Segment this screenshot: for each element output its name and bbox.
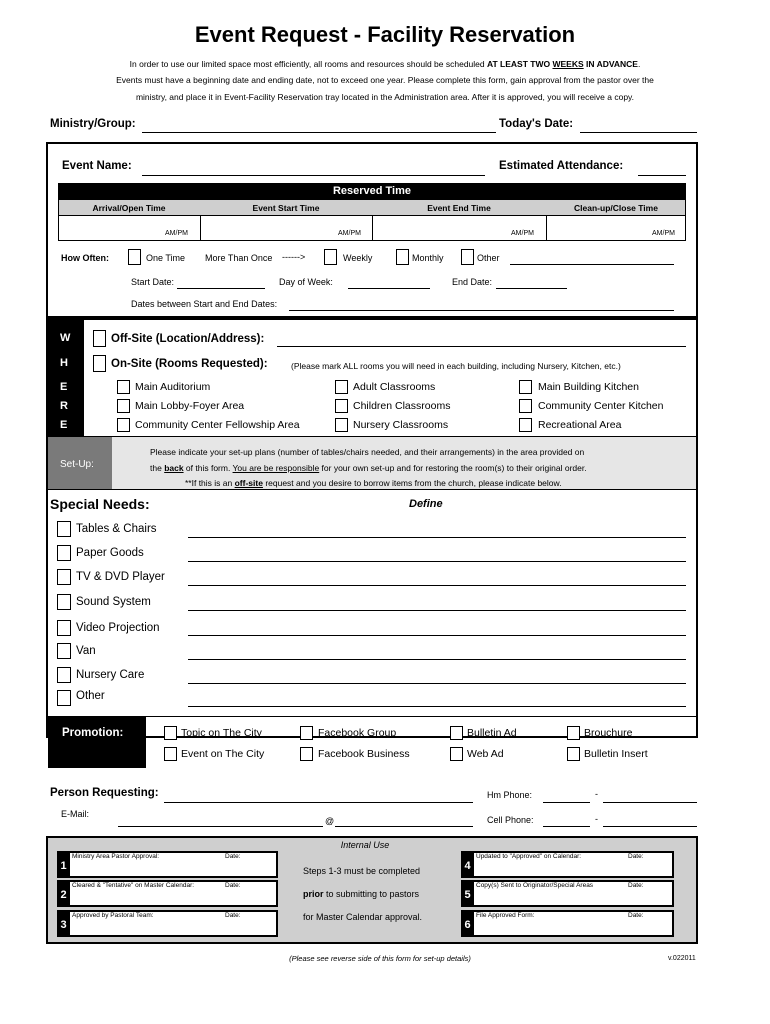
special-label: Tables & Chairs xyxy=(76,523,157,535)
define-header: Define xyxy=(409,498,443,510)
cell-phone-label: Cell Phone: xyxy=(487,815,534,825)
monthly-label: Monthly xyxy=(412,253,444,263)
promo-checkbox-topic-city[interactable] xyxy=(164,726,177,740)
end-time-field[interactable] xyxy=(372,215,547,241)
special-define-field[interactable] xyxy=(188,610,686,611)
cell-phone-area-field[interactable] xyxy=(543,826,590,827)
step-date: Date: xyxy=(628,882,644,889)
special-label: Sound System xyxy=(76,596,151,608)
special-checkbox-video[interactable] xyxy=(57,620,71,636)
step-number: 3 xyxy=(57,910,70,937)
start-time-field[interactable] xyxy=(200,215,373,241)
col-cleanup: Clean-up/Close Time xyxy=(574,203,658,213)
promo-checkbox-event-city[interactable] xyxy=(164,747,177,761)
one-time-label: One Time xyxy=(146,253,186,263)
step-number: 4 xyxy=(461,851,474,878)
special-checkbox-tables[interactable] xyxy=(57,521,71,537)
end-date-field[interactable] xyxy=(496,288,567,289)
today-date-field[interactable] xyxy=(580,132,697,133)
room-checkbox-recreational-area[interactable] xyxy=(519,418,532,432)
step-text: Cleared & "Tentative" on Master Calendar: xyxy=(72,882,195,889)
room-label: Main Building Kitchen xyxy=(538,381,639,393)
step-date: Date: xyxy=(225,882,241,889)
room-label: Main Lobby-Foyer Area xyxy=(135,400,245,412)
promo-label: Event on The City xyxy=(181,748,265,760)
where-letter: E xyxy=(60,381,68,393)
room-checkbox-main-kitchen[interactable] xyxy=(519,380,532,394)
offsite-checkbox[interactable] xyxy=(93,330,106,347)
special-label: Van xyxy=(76,645,96,657)
promo-label: Brouchure xyxy=(584,727,633,739)
special-checkbox-van[interactable] xyxy=(57,643,71,659)
email-user-field[interactable] xyxy=(118,826,323,827)
step-text: Approved by Pastoral Team: xyxy=(72,912,154,919)
ministry-field[interactable] xyxy=(142,132,496,133)
special-checkbox-nursery[interactable] xyxy=(57,667,71,683)
setup-line-2: the back of this form. You are be responsible for your own set-up and for restoring the room(s) to their original order. xyxy=(150,463,587,473)
steps-note-2: prior to submitting to pastors xyxy=(303,889,420,899)
col-start: Event Start Time xyxy=(252,203,320,213)
reserved-time-header: Reserved Time xyxy=(58,183,686,199)
divider xyxy=(48,489,696,490)
weekly-label: Weekly xyxy=(343,253,373,263)
room-label: Adult Classrooms xyxy=(353,381,436,393)
step-date: Date: xyxy=(225,912,241,919)
ampm-label: AM/PM xyxy=(165,230,188,237)
event-name-label: Event Name: xyxy=(62,160,132,172)
onsite-label: On-Site (Rooms Requested): xyxy=(111,358,268,370)
step-text: Ministry Area Pastor Approval: xyxy=(72,853,160,860)
step-text: Updated to "Approved" on Calendar: xyxy=(476,853,582,860)
special-needs-title: Special Needs: xyxy=(50,496,150,512)
room-label: Community Center Fellowship Area xyxy=(135,419,300,431)
promo-label: Facebook Business xyxy=(318,748,410,760)
hm-phone-label: Hm Phone: xyxy=(487,790,533,800)
cleanup-time-field[interactable] xyxy=(546,215,686,241)
room-label: Community Center Kitchen xyxy=(538,400,664,412)
person-requesting-field[interactable] xyxy=(164,802,473,803)
where-letter: H xyxy=(60,357,68,369)
promo-label: Facebook Group xyxy=(318,727,397,739)
email-label: E-Mail: xyxy=(61,809,90,819)
day-of-week-field[interactable] xyxy=(348,288,430,289)
room-label: Recreational Area xyxy=(538,419,622,431)
arrival-time-field[interactable] xyxy=(58,215,201,241)
room-checkbox-main-auditorium[interactable] xyxy=(117,380,130,394)
promo-checkbox-brouchure[interactable] xyxy=(567,726,580,740)
promo-label: Web Ad xyxy=(467,748,504,760)
room-checkbox-main-lobby[interactable] xyxy=(117,399,130,413)
one-time-checkbox[interactable] xyxy=(128,249,141,265)
promo-label: Bulletin Ad xyxy=(467,727,517,739)
promo-checkbox-bulletin-ad[interactable] xyxy=(450,726,463,740)
phone-dash: - xyxy=(595,814,598,824)
special-define-field[interactable] xyxy=(188,659,686,660)
promo-checkbox-web-ad[interactable] xyxy=(450,747,463,761)
cell-phone-number-field[interactable] xyxy=(603,826,697,827)
where-letter: E xyxy=(60,419,68,431)
phone-dash: - xyxy=(595,789,598,799)
room-label: Nursery Classrooms xyxy=(353,419,449,431)
setup-line-1: Please indicate your set-up plans (number of tables/chairs needed, and their arrangements) in the area provided on xyxy=(150,447,585,457)
step-text: File Approved Form: xyxy=(476,912,535,919)
dates-between-label: Dates between Start and End Dates: xyxy=(131,299,278,309)
promo-label: Topic on The City xyxy=(181,727,262,739)
where-letter: R xyxy=(60,400,68,412)
promo-label: Bulletin Insert xyxy=(584,748,648,760)
where-letter: W xyxy=(60,332,71,344)
special-define-field[interactable] xyxy=(188,635,686,636)
offsite-label: Off-Site (Location/Address): xyxy=(111,333,265,345)
special-define-field[interactable] xyxy=(188,683,686,684)
today-label: Today's Date: xyxy=(499,118,574,130)
special-define-field[interactable] xyxy=(188,706,686,707)
room-checkbox-nursery-classrooms[interactable] xyxy=(335,418,348,432)
room-checkbox-fellowship-area[interactable] xyxy=(117,418,130,432)
attendance-label: Estimated Attendance: xyxy=(499,160,624,172)
step-text: Copy(s) Sent to Originator/Special Areas xyxy=(476,882,594,889)
start-date-field[interactable] xyxy=(177,288,265,289)
special-checkbox-tv[interactable] xyxy=(57,569,71,585)
start-date-label: Start Date: xyxy=(131,277,175,287)
weekly-checkbox[interactable] xyxy=(324,249,337,265)
col-end: Event End Time xyxy=(427,203,491,213)
day-of-week-label: Day of Week: xyxy=(279,277,333,287)
ampm-label: AM/PM xyxy=(652,230,675,237)
event-name-field[interactable] xyxy=(142,175,485,176)
step-number: 6 xyxy=(461,910,474,937)
onsite-note: (Please mark ALL rooms you will need in each building, including Nursery, Kitchen, etc.) xyxy=(291,361,621,371)
special-define-field[interactable] xyxy=(188,537,686,538)
promotion-label: Promotion: xyxy=(62,727,124,739)
room-label: Children Classrooms xyxy=(353,400,451,412)
step-date: Date: xyxy=(225,853,241,860)
hm-phone-area-field[interactable] xyxy=(543,802,590,803)
email-domain-field[interactable] xyxy=(335,826,473,827)
step-number: 5 xyxy=(461,880,474,907)
special-define-field[interactable] xyxy=(188,561,686,562)
special-label: Other xyxy=(76,690,105,702)
end-date-label: End Date: xyxy=(452,277,493,287)
step-number: 2 xyxy=(57,880,70,907)
intro-line-1: In order to use our limited space most efficiently, all rooms and resources should be scheduled AT LEAST TWO WEEKS IN ADVANCE. xyxy=(129,59,641,69)
person-requesting-label: Person Requesting: xyxy=(50,787,159,799)
attendance-field[interactable] xyxy=(638,175,686,176)
special-label: Nursery Care xyxy=(76,669,145,681)
room-checkbox-adult-classrooms[interactable] xyxy=(335,380,348,394)
promo-checkbox-bulletin-insert[interactable] xyxy=(567,747,580,761)
special-checkbox-other[interactable] xyxy=(57,690,71,706)
monthly-checkbox[interactable] xyxy=(396,249,409,265)
special-checkbox-paper[interactable] xyxy=(57,545,71,561)
footer-note: (Please see reverse side of this form for set-up details) xyxy=(289,954,471,963)
step-number: 1 xyxy=(57,851,70,878)
col-arrival: Arrival/Open Time xyxy=(92,203,166,213)
intro-line-2: Events must have a beginning date and ending date, not to exceed one year. Please complete this form, gain approval from the pastor over the xyxy=(116,75,654,85)
ampm-label: AM/PM xyxy=(511,230,534,237)
form-title: Event Request - Facility Reservation xyxy=(194,22,576,47)
promotion-sidebar xyxy=(48,717,146,768)
steps-note-1: Steps 1-3 must be completed xyxy=(303,866,421,876)
promo-checkbox-facebook-business[interactable] xyxy=(300,747,313,761)
special-define-field[interactable] xyxy=(188,585,686,586)
setup-line-3: **If this is an off-site request and you desire to borrow items from the church, please indicate below. xyxy=(185,478,562,488)
room-label: Main Auditorium xyxy=(135,381,211,393)
ampm-label: AM/PM xyxy=(338,230,361,237)
other-freq-label: Other xyxy=(477,253,500,263)
dates-between-field[interactable] xyxy=(289,310,674,311)
version-label: v.022011 xyxy=(668,955,696,962)
arrow-label: ------> xyxy=(282,252,306,262)
more-than-once-label: More Than Once xyxy=(205,253,273,263)
special-label: Paper Goods xyxy=(76,547,144,559)
intro-line-3: ministry, and place it in Event-Facility Reservation tray located in the Administration area. After it is approved, you will receive a copy. xyxy=(135,92,635,102)
ministry-label: Ministry/Group: xyxy=(50,118,136,130)
how-often-label: How Often: xyxy=(61,253,109,263)
promo-checkbox-facebook-group[interactable] xyxy=(300,726,313,740)
steps-note-3: for Master Calendar approval. xyxy=(303,912,423,922)
step-date: Date: xyxy=(628,853,644,860)
special-checkbox-sound[interactable] xyxy=(57,594,71,610)
other-freq-checkbox[interactable] xyxy=(461,249,474,265)
other-freq-field[interactable] xyxy=(510,264,674,265)
special-label: TV & DVD Player xyxy=(76,571,165,583)
offsite-address-field[interactable] xyxy=(277,346,686,347)
room-checkbox-community-kitchen[interactable] xyxy=(519,399,532,413)
room-checkbox-children-classrooms[interactable] xyxy=(335,399,348,413)
internal-use-title: Internal Use xyxy=(340,840,390,850)
email-at: @ xyxy=(325,816,335,826)
step-date: Date: xyxy=(628,912,644,919)
onsite-checkbox[interactable] xyxy=(93,355,106,372)
special-label: Video Projection xyxy=(76,622,160,634)
setup-label: Set-Up: xyxy=(60,459,94,470)
hm-phone-number-field[interactable] xyxy=(603,802,697,803)
